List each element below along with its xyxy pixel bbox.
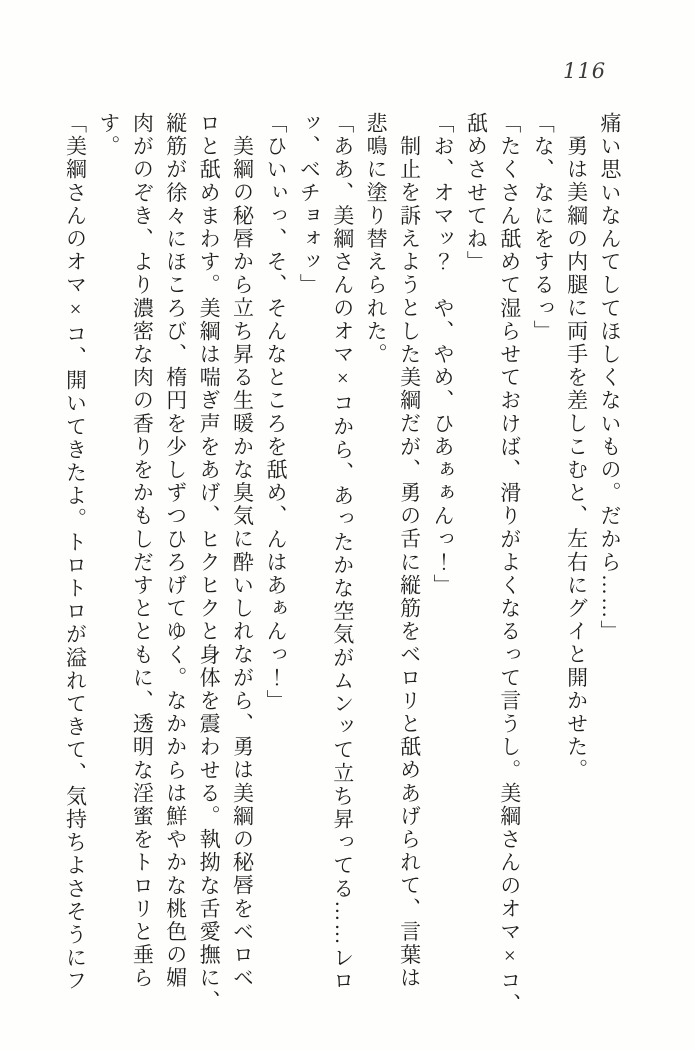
text-line: 痛い思いなんてしてほしくないもの。だから……」 <box>598 112 622 644</box>
text-line: 「お、オマッ？ や、やめ、ひあぁぁんっ！」 <box>430 112 455 598</box>
text-line: 勇は美綱の内腿に両手を差しこむと、左右にグイと開かせた。 <box>564 135 589 782</box>
text-line: 悲鳴に塗り替えられた。 <box>364 112 389 367</box>
text-line: ロと舐めまわす。美綱は喘ぎ声をあげ、ヒクヒクと身体を震わせる。執拗な舌愛撫に、 <box>197 112 222 1013</box>
text-line: 肉がのぞき、より濃密な肉の香りをかもしだすとともに、透明な淫蜜をトロリと垂ら <box>130 112 155 990</box>
page-number: 116 <box>563 59 607 83</box>
text-line: 美綱の秘唇から立ち昇る生暖かな臭気に酔いしれながら、勇は美綱の秘唇をベロベ <box>230 135 255 990</box>
text-line: 「たくさん舐めて湿らせておけば、滑りがよくなるって言うし。美綱さんのオマ×コ、 <box>497 112 522 1016</box>
text-line: 「な、なにをするっ」 <box>531 112 556 343</box>
text-line: 「美綱さんのオマ×コ、開いてきたよ。トロトロが溢れてきて、気持ちよさそうにフ <box>63 112 88 993</box>
text-line: 舐めさせてね」 <box>464 112 489 274</box>
text-block <box>58 112 626 1016</box>
text-line: 制止を訴えようとした美綱だが、勇の舌に縦筋をベロリと舐めあげられて、言葉は <box>397 135 422 990</box>
text-line: す。 <box>96 112 121 159</box>
text-line: 「ああ、美綱さんのオマ×コから、あったかな空気がムンッて立ち昇ってる……レロ <box>330 112 355 993</box>
text-line: ッ、ベチョォッ」 <box>297 112 322 297</box>
text-line: 縦筋が徐々にほころび、楕円を少しずつひろげてゆく。なかからは鮮やかな桃色の媚 <box>163 112 188 990</box>
text-line: 「ひいぃっ、そ、そんなところを舐め、んはあぁんっ！」 <box>263 112 288 713</box>
